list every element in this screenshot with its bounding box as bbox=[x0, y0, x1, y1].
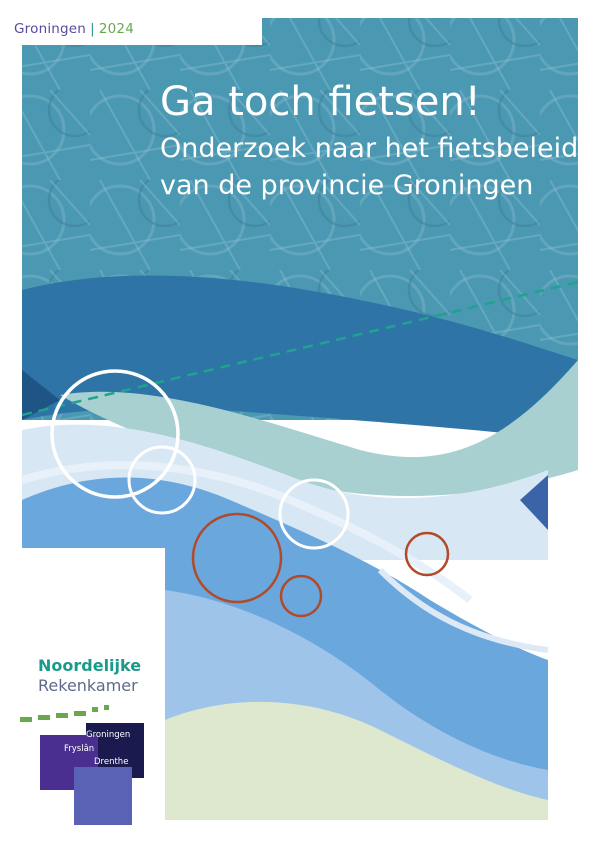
logo-name-line1: Noordelijke bbox=[38, 656, 142, 675]
header-province: Groningen bbox=[14, 21, 87, 37]
logo-label-fryslan: Fryslân bbox=[64, 744, 95, 754]
header-year: 2024 bbox=[98, 21, 134, 37]
title-block bbox=[160, 78, 580, 204]
square-drenthe bbox=[74, 767, 132, 825]
cover-subtitle: Onderzoek naar het fietsbeleid van de provincie Groningen bbox=[160, 133, 579, 201]
logo-label-drenthe: Drenthe bbox=[94, 757, 129, 767]
cover-title: Ga toch fietsen! bbox=[160, 79, 481, 125]
logo-name-line2: Rekenkamer bbox=[38, 676, 138, 695]
header-separator: | bbox=[90, 21, 95, 37]
header-label bbox=[14, 21, 134, 37]
logo-mark bbox=[18, 705, 148, 830]
logo-dashes bbox=[20, 705, 109, 722]
organization-logo bbox=[38, 656, 141, 696]
logo-label-groningen: Groningen bbox=[86, 730, 131, 740]
